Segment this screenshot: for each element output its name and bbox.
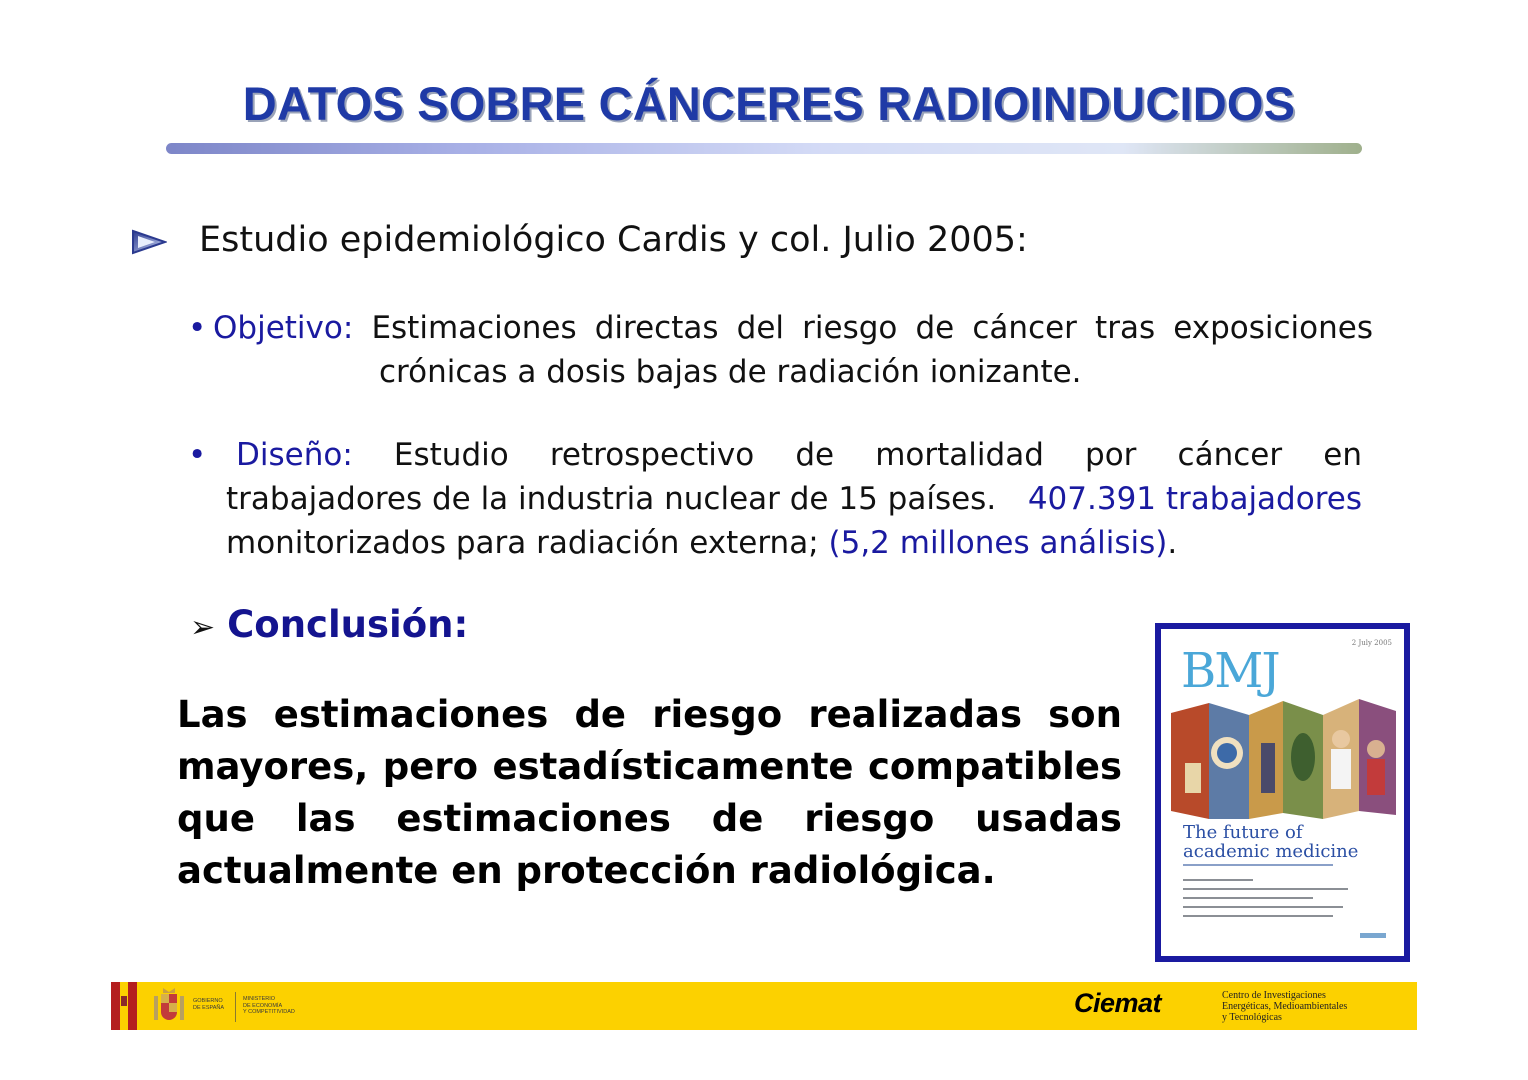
diseno-line-2-text: trabajadores de la industria nuclear de 15 países. bbox=[226, 481, 997, 517]
government-label: GOBIERNO DE ESPAÑA bbox=[193, 998, 225, 1011]
diseno-line-3-text: monitorizados para radiación externa; bbox=[226, 525, 819, 561]
cover-subtitle-lines bbox=[1183, 863, 1383, 868]
conclusion-heading-text: Conclusión: bbox=[227, 603, 469, 646]
diseno-workers-count: 407.391 trabajadores bbox=[1027, 481, 1362, 517]
diseno-period: . bbox=[1167, 525, 1178, 561]
diseno-label: Diseño: bbox=[236, 437, 353, 473]
title-underline bbox=[166, 143, 1362, 154]
objetivo-label: Objetivo: bbox=[213, 310, 354, 346]
triangle-bullet-icon bbox=[131, 229, 167, 255]
objetivo-line-1 bbox=[213, 306, 1373, 350]
cover-contents-lines bbox=[1183, 879, 1353, 924]
objetivo-line-2: crónicas a dosis bajas de radiación ionizante. bbox=[379, 354, 1082, 390]
main-point-text: Estudio epidemiológico Cardis y col. Julio 2005: bbox=[199, 220, 1028, 260]
diseno-word: mortalidad bbox=[875, 437, 1044, 473]
coat-of-arms-icon bbox=[151, 988, 187, 1026]
conclusion-line: que las estimaciones de riesgo usadas bbox=[177, 797, 1122, 840]
ciemat-logo: Ciemat bbox=[1074, 988, 1162, 1018]
objetivo-text: Estimaciones directas del riesgo de cáncer tras exposiciones bbox=[371, 310, 1374, 346]
conclusion-heading bbox=[190, 603, 468, 646]
footer-bar bbox=[111, 982, 1417, 1030]
slide-title: DATOS SOBRE CÁNCERES RADIOINDUCIDOS bbox=[242, 77, 1296, 130]
conclusion-line: Las estimaciones de riesgo realizadas son bbox=[177, 693, 1122, 736]
arrow-bullet-icon: ➢ bbox=[190, 610, 216, 645]
bullet-dot: • bbox=[188, 437, 207, 473]
diseno-word: Estudio bbox=[393, 437, 509, 473]
diseno-word: en bbox=[1323, 437, 1362, 473]
diseno-word: de bbox=[795, 437, 835, 473]
conclusion-line: mayores, pero estadísticamente compatibles bbox=[177, 745, 1122, 788]
diseno-word: cáncer bbox=[1177, 437, 1283, 473]
spain-flag-icon bbox=[111, 982, 137, 1030]
diseno-line-2 bbox=[226, 477, 1362, 521]
cover-illustration bbox=[1171, 693, 1396, 819]
objetivo-paragraph bbox=[213, 306, 1373, 350]
diseno-word: por bbox=[1085, 437, 1137, 473]
cover-publisher-mark bbox=[1360, 933, 1386, 938]
journal-date: 2 July 2005 bbox=[1351, 639, 1392, 647]
diseno-line-3 bbox=[226, 521, 1177, 565]
diseno-line-1 bbox=[236, 433, 1362, 477]
bullet-dot: • bbox=[188, 310, 207, 346]
journal-cover-image bbox=[1155, 623, 1410, 962]
journal-logo: BMJ bbox=[1181, 643, 1279, 699]
diseno-analyses-count: (5,2 millones análisis) bbox=[828, 525, 1168, 561]
footer-divider bbox=[235, 992, 236, 1022]
diseno-word: retrospectivo bbox=[549, 437, 755, 473]
conclusion-line: actualmente en protección radiológica. bbox=[177, 849, 996, 892]
ciemat-full-name: Centro de Investigaciones Energéticas, Medioambientales y Tecnológicas bbox=[1222, 990, 1348, 1023]
ministry-label: MINISTERIO DE ECONOMÍA Y COMPETITIVIDAD bbox=[243, 996, 295, 1015]
conclusion-text bbox=[177, 689, 1122, 897]
cover-headline: The future of academic medicine bbox=[1183, 822, 1359, 862]
